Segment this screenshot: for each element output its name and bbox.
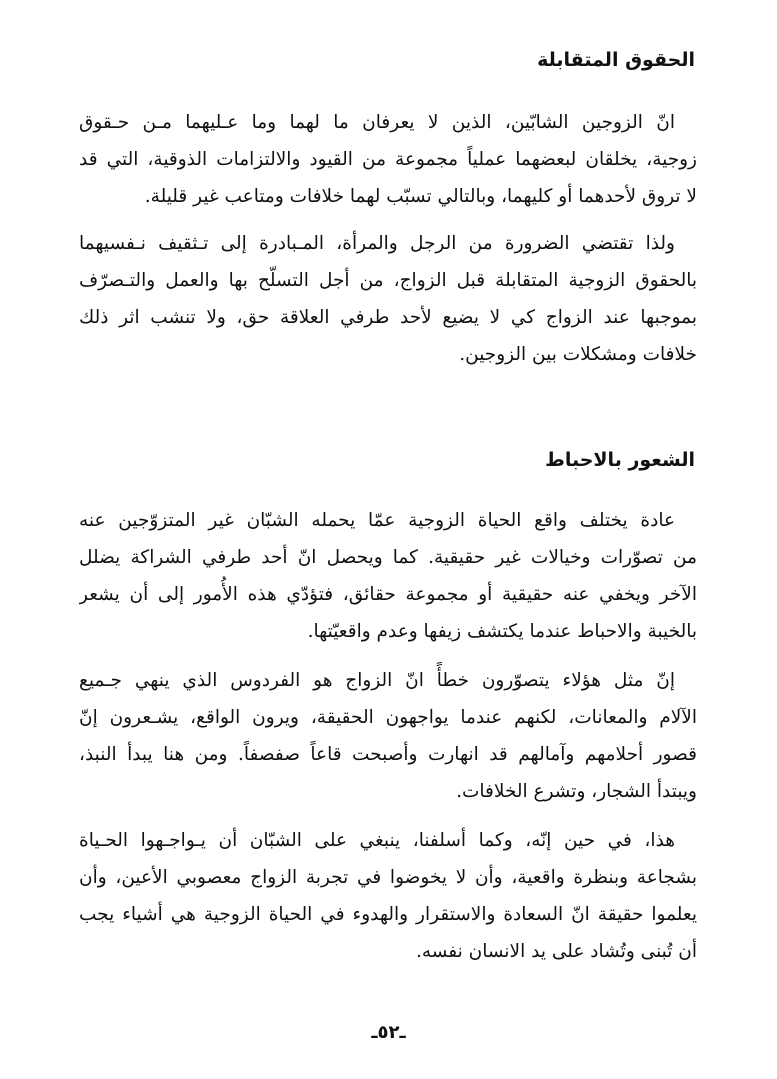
section-heading-frustration: الشعور بالاحباط (545, 449, 695, 471)
section-heading-mutual-rights: الحقوق المتقابلة (537, 49, 695, 71)
paragraph-mutual-rights-1 (79, 104, 697, 215)
paragraph-frustration-1 (79, 502, 697, 650)
text-line: بالحقوق الزوجية المتقابلة قبل الزواج، من أجل التسلّح بها والعمل والتـصرّف (79, 270, 697, 291)
text-line: انّ الزوجين الشابّين، الذين لا يعرفان ما لهما وما عـليهما مـن حـقوق (79, 112, 675, 133)
text-line: أن تُبنى وتُشاد على يد الانسان نفسه. (415, 941, 697, 962)
text-line: يعلموا حقيقة انّ السعادة والاستقرار والهدوء في الحياة الزوجية هي أشياء يجب (79, 904, 697, 925)
text-line: إنّ مثل هؤلاء يتصوّرون خطأً انّ الزواج هو الفردوس الذي ينهي جـميع (79, 670, 675, 691)
text-line: هذا، في حين إنّه، وكما أسلفنا، ينبغي على الشبّان أن يـواجـهوا الحـياة (79, 830, 675, 851)
text-line: خلافات ومشكلات بين الزوجين. (459, 344, 697, 365)
paragraph-frustration-3 (79, 822, 697, 970)
paragraph-mutual-rights-2 (79, 225, 697, 373)
text-line: بشجاعة وبنظرة واقعية، وأن لا يخوضوا في تجربة الزواج معصوبي الأعين، وأن (79, 867, 697, 888)
text-line: الآخر ويخفي عنه حقيقية أو مجموعة حقائق، فتؤدّي هذه الأُمور إلى أن يشعر (79, 584, 697, 605)
text-line: زوجية، يخلقان لبعضهما عملياً مجموعة من القيود والالتزامات الذوقية، التي قد (79, 149, 697, 170)
text-line: قصور أحلامهم وآمالهم قد انهارت وأصبحت قاعاً صفصفاً. ومن هنا يبدأ النبذ، (79, 744, 697, 765)
text-line: عادة يختلف واقع الحياة الزوجية عمّا يحمله الشبّان غير المتزوّجين عنه (79, 510, 675, 531)
page-number: ـ٥٢ـ (371, 1022, 406, 1043)
text-line: لا تروق لأحدهما أو كليهما، وبالتالي تسبّب لهما خلافات ومتاعب غير قليلة. (144, 186, 697, 207)
text-line: من تصوّرات وخيالات غير حقيقية. كما ويحصل انّ أحد طرفي الشراكة يضلل (79, 547, 697, 568)
text-line: الآلام والمعانات، لكنهم عندما يواجهون الحقيقة، ويرون الواقع، يشـعرون إنّ (79, 707, 697, 728)
text-line: بموجبها عند الزواج كي لا يضيع لأحد طرفي العلاقة حق، ولا تنشب اثر ذلك (79, 307, 697, 328)
text-line: ولذا تقتضي الضرورة من الرجل والمرأة، المـبادرة إلى تـثقيف نـفسيهما (79, 233, 675, 254)
paragraph-frustration-2 (79, 662, 697, 810)
text-line: بالخيبة والاحباط عندما يكتشف زيفها وعدم واقعيّتها. (307, 621, 697, 642)
text-line: ويبتدأ الشجار، وتشرع الخلافات. (456, 781, 697, 802)
